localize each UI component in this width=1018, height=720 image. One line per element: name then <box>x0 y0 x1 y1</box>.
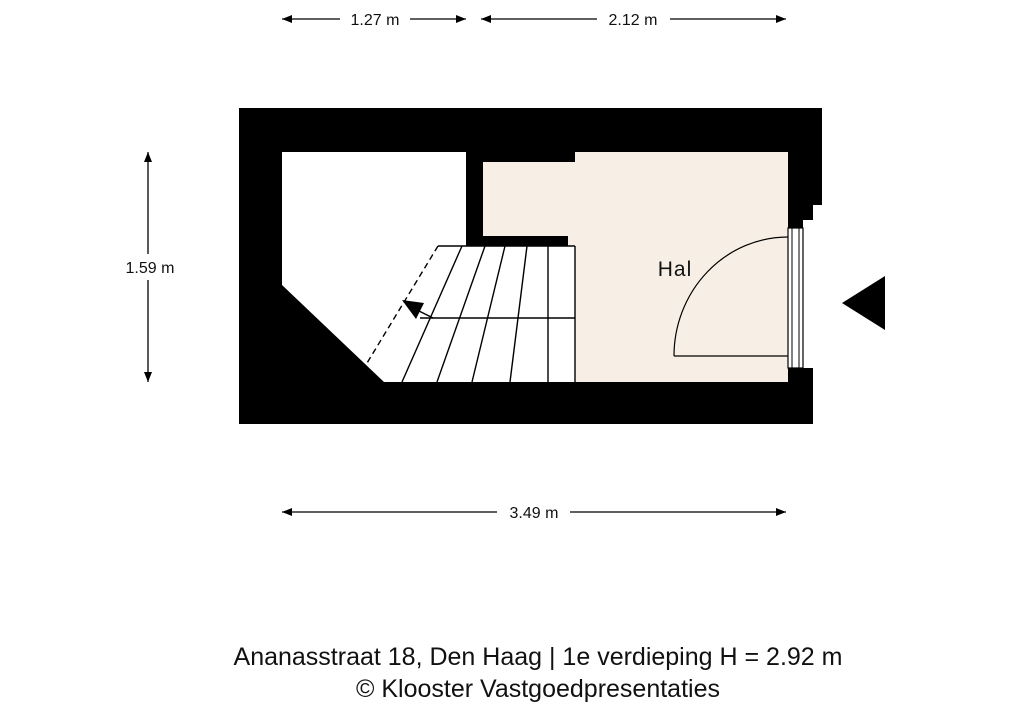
caption-copyright: © Klooster Vastgoedpresentaties <box>355 675 720 703</box>
staircase <box>364 246 575 382</box>
stair-tread <box>472 246 505 382</box>
stair-arrow-head <box>402 300 424 319</box>
dimension-label-top-left: 1.27 m <box>350 12 400 29</box>
dimension-label-bottom: 3.49 m <box>509 505 559 522</box>
stair-cut-line <box>364 246 438 368</box>
caption-address: Ananasstraat 18, Den Haag | 1e verdieping H = 2.92 m <box>233 643 843 671</box>
room-label-hall: Hal <box>657 258 693 281</box>
hall-floor <box>483 152 788 382</box>
door-frame <box>788 228 803 368</box>
stair-tread <box>437 246 485 382</box>
stair-tread <box>510 246 527 382</box>
dimension-label-left: 1.59 m <box>125 260 175 277</box>
dimension-label-top-right: 2.12 m <box>608 12 658 29</box>
entrance-marker-icon <box>842 276 885 330</box>
stair-tread <box>402 246 462 382</box>
